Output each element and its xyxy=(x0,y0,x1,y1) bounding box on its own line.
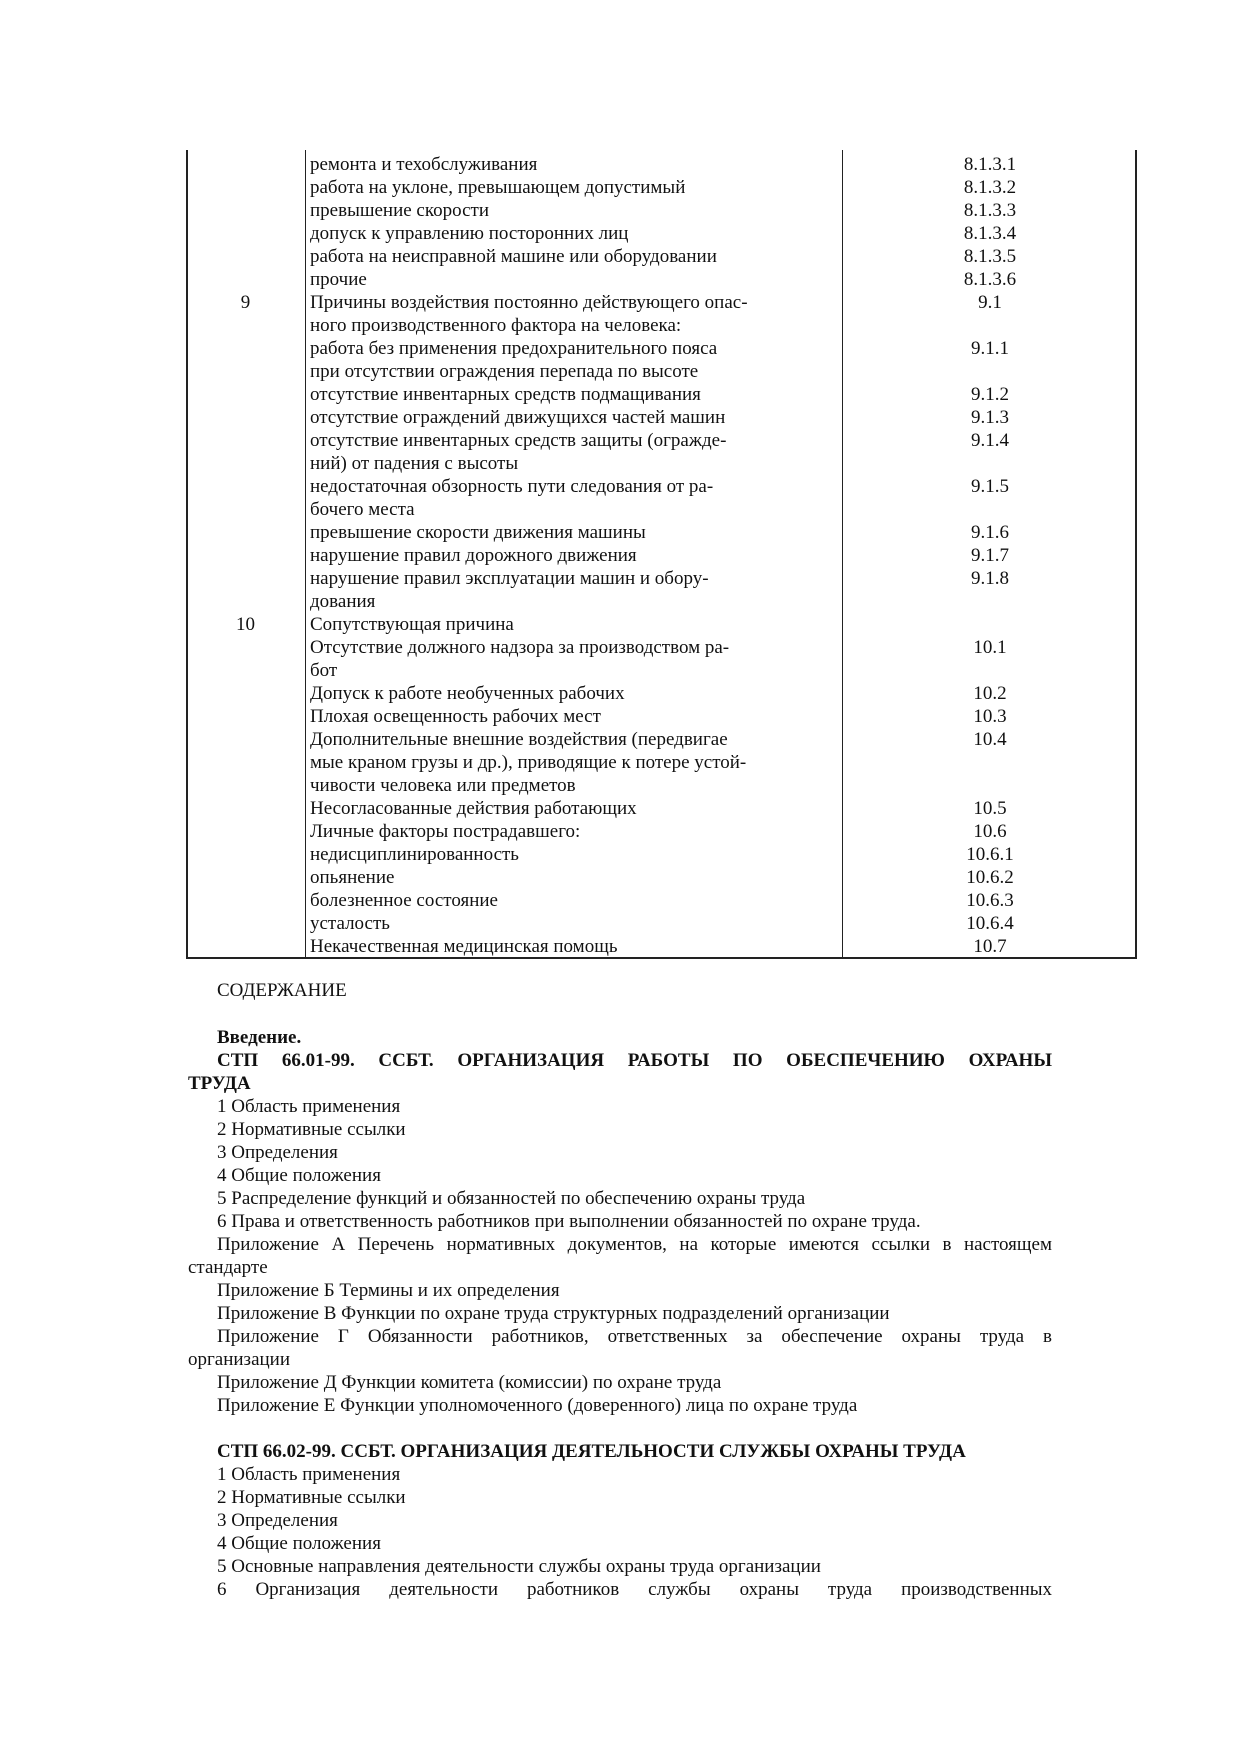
row-code: 8.1.3.5 xyxy=(963,246,1017,267)
row-description: отсутствие ограждений движущихся частей машин xyxy=(310,407,726,428)
toc-item: 4 Общие положения xyxy=(217,1165,381,1186)
row-description: Допуск к работе необученных рабочих xyxy=(310,683,625,704)
row-description: ного производственного фактора на человека: xyxy=(310,315,682,336)
table-row xyxy=(186,314,1136,337)
row-code: 8.1.3.1 xyxy=(963,154,1017,175)
toc-item: 1 Область применения xyxy=(217,1464,401,1485)
row-description: усталость xyxy=(310,913,390,934)
row-code: 9.1.1 xyxy=(971,338,1009,359)
row-code: 10.4 xyxy=(973,729,1007,750)
table-row xyxy=(186,406,1136,429)
row-description: допуск к управлению посторонних лиц xyxy=(310,223,629,244)
table-row xyxy=(186,774,1136,797)
row-description: болезненное состояние xyxy=(310,890,498,911)
row-description: недостаточная обзорность пути следования от ра- xyxy=(310,476,714,497)
row-description: отсутствие инвентарных средств защиты (огражде- xyxy=(310,430,727,451)
toc-item: 4 Общие положения xyxy=(217,1533,381,1554)
row-description: работа без применения предохранительного пояса xyxy=(310,338,718,359)
row-description: превышение скорости движения машины xyxy=(310,522,646,543)
table-row xyxy=(186,797,1136,820)
table-row xyxy=(186,613,1136,636)
toc-appendix-b: Приложение Б Термины и их определения xyxy=(217,1280,560,1301)
row-description: нарушение правил эксплуатации машин и обору- xyxy=(310,568,709,589)
row-code: 9.1.7 xyxy=(971,545,1009,566)
row-description: Некачественная медицинская помощь xyxy=(310,936,618,957)
toc-appendix-g-cont: организации xyxy=(188,1349,291,1370)
table-row xyxy=(186,452,1136,475)
toc-item: 5 Распределение функций и обязанностей по обеспечению охраны труда xyxy=(217,1188,806,1209)
causes-table xyxy=(186,150,1136,959)
row-code: 9.1 xyxy=(978,292,1002,313)
toc-appendix-v: Приложение В Функции по охране труда структурных подразделений организации xyxy=(217,1303,890,1324)
row-description: отсутствие инвентарных средств подмащивания xyxy=(310,384,701,405)
row-code: 10.5 xyxy=(973,798,1007,819)
table-row xyxy=(186,383,1136,406)
table-row xyxy=(186,475,1136,498)
table-row xyxy=(186,567,1136,590)
row-description: Причины воздействия постоянно действующего опас- xyxy=(310,292,748,313)
table-row xyxy=(186,153,1136,176)
section1-title-cont: ТРУДА xyxy=(188,1073,251,1094)
row-description: прочие xyxy=(310,269,367,290)
toc-item: 1 Область применения xyxy=(217,1096,401,1117)
row-code: 8.1.3.4 xyxy=(963,223,1017,244)
row-number: 9 xyxy=(240,292,251,313)
row-code: 9.1.4 xyxy=(971,430,1009,451)
row-description: Плохая освещенность рабочих мест xyxy=(310,706,601,727)
row-description: при отсутствии ограждения перепада по высоте xyxy=(310,361,699,382)
row-description: Отсутствие должного надзора за производством ра- xyxy=(310,637,730,658)
row-description: Несогласованные действия работающих xyxy=(310,798,637,819)
row-description: бот xyxy=(310,660,338,681)
table-row xyxy=(186,429,1136,452)
row-code: 10.1 xyxy=(973,637,1007,658)
row-number: 10 xyxy=(236,614,255,635)
section2-title: СТП 66.02-99. ССБТ. ОРГАНИЗАЦИЯ ДЕЯТЕЛЬНОСТИ СЛУЖБЫ ОХРАНЫ ТРУДА xyxy=(217,1441,966,1462)
toc-item: 6 Права и ответственность работников при выполнении обязанностей по охране труда. xyxy=(217,1211,921,1232)
row-description: ний) от падения с высоты xyxy=(310,453,519,474)
table-row xyxy=(186,498,1136,521)
table-row xyxy=(186,889,1136,912)
table-row xyxy=(186,222,1136,245)
row-description: дования xyxy=(310,591,376,612)
table-row xyxy=(186,360,1136,383)
row-code: 9.1.2 xyxy=(971,384,1009,405)
row-description: Личные факторы пострадавшего: xyxy=(310,821,581,842)
table-row xyxy=(186,291,1136,314)
table-row xyxy=(186,544,1136,567)
table-row xyxy=(186,820,1136,843)
toc-item: 3 Определения xyxy=(217,1142,338,1163)
row-description: превышение скорости xyxy=(310,200,489,221)
row-code: 10.6.1 xyxy=(966,844,1014,865)
table-row xyxy=(186,912,1136,935)
table-row xyxy=(186,268,1136,291)
toc-heading: СОДЕРЖАНИЕ xyxy=(217,980,347,1001)
table-row xyxy=(186,682,1136,705)
row-description: Дополнительные внешние воздействия (передвигае xyxy=(310,729,728,750)
row-code: 9.1.3 xyxy=(971,407,1009,428)
row-code: 8.1.3.6 xyxy=(963,269,1017,290)
toc-appendix-g: Приложение Г Обязанности работников, ответственных за обеспечение охраны труда в xyxy=(217,1326,1052,1347)
table-row xyxy=(186,337,1136,360)
row-code: 8.1.3.2 xyxy=(963,177,1017,198)
row-description: работа на уклоне, превышающем допустимый xyxy=(310,177,686,198)
table-row xyxy=(186,176,1136,199)
toc-appendix-d: Приложение Д Функции комитета (комиссии) по охране труда xyxy=(217,1372,722,1393)
table-row xyxy=(186,521,1136,544)
row-code: 10.6 xyxy=(973,821,1007,842)
row-description: Сопутствующая причина xyxy=(310,614,514,635)
row-description: мые краном грузы и др.), приводящие к потере устой- xyxy=(310,752,747,773)
row-code: 10.6.2 xyxy=(966,867,1014,888)
toc-item: 2 Нормативные ссылки xyxy=(217,1119,406,1140)
row-code: 8.1.3.3 xyxy=(963,200,1017,221)
table-row xyxy=(186,199,1136,222)
toc-item: 2 Нормативные ссылки xyxy=(217,1487,406,1508)
row-code: 10.3 xyxy=(973,706,1007,727)
toc-appendix-e: Приложение Е Функции уполномоченного (доверенного) лица по охране труда xyxy=(217,1395,858,1416)
row-code: 10.7 xyxy=(973,936,1007,957)
row-description: бочего места xyxy=(310,499,415,520)
table-row xyxy=(186,843,1136,866)
table-row xyxy=(186,866,1136,889)
row-description: работа на неисправной машине или оборудовании xyxy=(310,246,717,267)
row-description: нарушение правил дорожного движения xyxy=(310,545,637,566)
row-description: недисциплинированность xyxy=(310,844,519,865)
row-code: 10.6.4 xyxy=(966,913,1014,934)
toc-intro: Введение. xyxy=(217,1027,302,1048)
row-code: 10.6.3 xyxy=(966,890,1014,911)
table-row xyxy=(186,590,1136,613)
row-description: опьянение xyxy=(310,867,395,888)
row-code: 9.1.8 xyxy=(971,568,1009,589)
table-row xyxy=(186,935,1136,958)
row-description: ремонта и техобслуживания xyxy=(310,154,538,175)
table-row xyxy=(186,245,1136,268)
table-row xyxy=(186,751,1136,774)
table-row xyxy=(186,659,1136,682)
toc-item: 3 Определения xyxy=(217,1510,338,1531)
table-row xyxy=(186,636,1136,659)
table-row xyxy=(186,705,1136,728)
toc-item: 5 Основные направления деятельности службы охраны труда организации xyxy=(217,1556,821,1577)
toc-appendix-a: Приложение А Перечень нормативных документов, на которые имеются ссылки в настоящем xyxy=(217,1234,1052,1255)
toc-item: 6 Организация деятельности работников службы охраны труда производственных xyxy=(217,1579,1052,1600)
row-code: 9.1.5 xyxy=(971,476,1009,497)
row-code: 10.2 xyxy=(973,683,1007,704)
toc-appendix-a-cont: стандарте xyxy=(188,1257,268,1278)
row-code: 9.1.6 xyxy=(971,522,1009,543)
section1-title: СТП 66.01-99. ССБТ. ОРГАНИЗАЦИЯ РАБОТЫ ПО ОБЕСПЕЧЕНИЮ ОХРАНЫ xyxy=(217,1050,1052,1071)
table-row xyxy=(186,728,1136,751)
row-description: чивости человека или предметов xyxy=(310,775,576,796)
